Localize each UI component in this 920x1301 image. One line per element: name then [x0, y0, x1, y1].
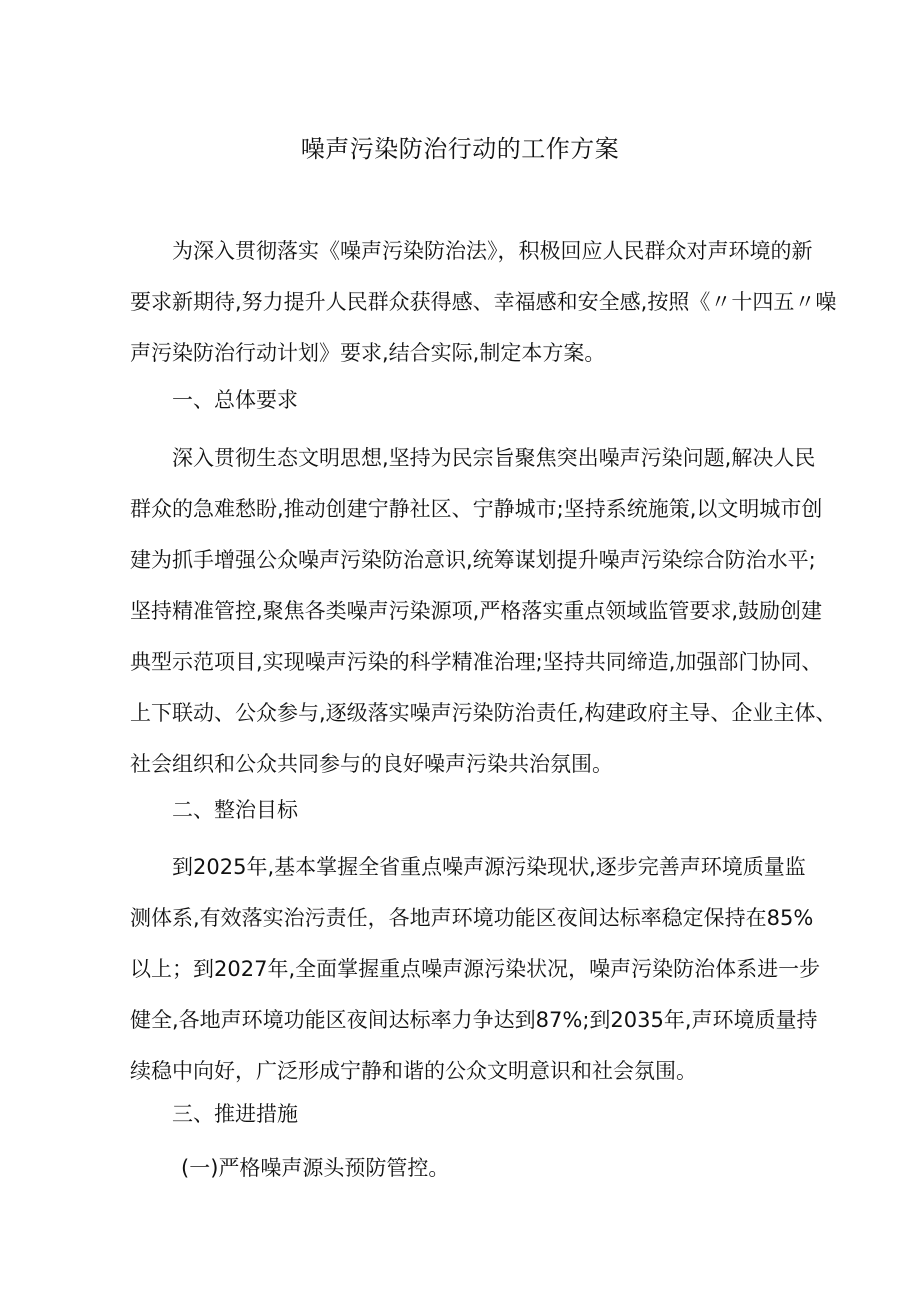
section2-line-2: 测体系,有效落实治污责任，各地声环境功能区夜间达标率稳定保持在85% [130, 906, 814, 930]
section2-line-4: 健全,各地声环境功能区夜间达标率力争达到87%;到2035年,声环境质量持 [130, 1008, 818, 1032]
section1-line-7: 社会组织和公众共同参与的良好噪声污染共治氛围。 [130, 752, 613, 776]
section1-line-1: 深入贯彻生态文明思想,坚持为民宗旨聚焦突出噪声污染问题,解决人民 [172, 446, 816, 470]
section2-line-5: 续稳中向好，广泛形成宁静和谐的公众文明意识和社会氛围。 [130, 1059, 697, 1083]
section3-heading: 三、推进措施 [172, 1102, 298, 1126]
subsection1-heading: (一)严格噪声源头预防管控。 [181, 1156, 450, 1180]
section1-heading: 一、总体要求 [172, 388, 298, 412]
intro-line-3: 声污染防治行动计划》要求,结合实际,制定本方案。 [130, 341, 606, 365]
section1-line-4: 坚持精准管控,聚焦各类噪声污染源项,严格落实重点领域监管要求,鼓励创建 [130, 599, 823, 623]
intro-paragraph [130, 226, 837, 379]
section2-paragraph [130, 842, 821, 1097]
section1-line-6: 上下联动、公众参与,逐级落实噪声污染防治责任,构建政府主导、企业主体、 [130, 701, 837, 725]
section1-line-5: 典型示范项目,实现噪声污染的科学精准治理;坚持共同缔造,加强部门协同、 [130, 650, 823, 674]
section1-paragraph [130, 433, 837, 790]
section2-line-3: 以上；到2027年,全面掌握重点噪声源污染状况，噪声污染防治体系进一步 [130, 957, 821, 981]
section1-line-2: 群众的急难愁盼,推动创建宁静社区、宁静城市;坚持系统施策,以文明城市创 [130, 497, 823, 521]
intro-line-1: 为深入贯彻落实《噪声污染防治法》，积极回应人民群众对声环境的新 [172, 239, 813, 263]
intro-line-2: 要求新期待,努力提升人民群众获得感、幸福感和安全感,按照《〃十四五〃噪 [130, 290, 837, 314]
document-title: 噪声污染防治行动的工作方案 [300, 135, 620, 163]
section2-line-1: 到2025年,基本掌握全省重点噪声源污染现状,逐步完善声环境质量监 [172, 855, 806, 879]
section1-line-3: 建为抓手增强公众噪声污染防治意识,统筹谋划提升噪声污染综合防治水平; [130, 548, 816, 572]
section2-heading: 二、整治目标 [172, 798, 298, 822]
